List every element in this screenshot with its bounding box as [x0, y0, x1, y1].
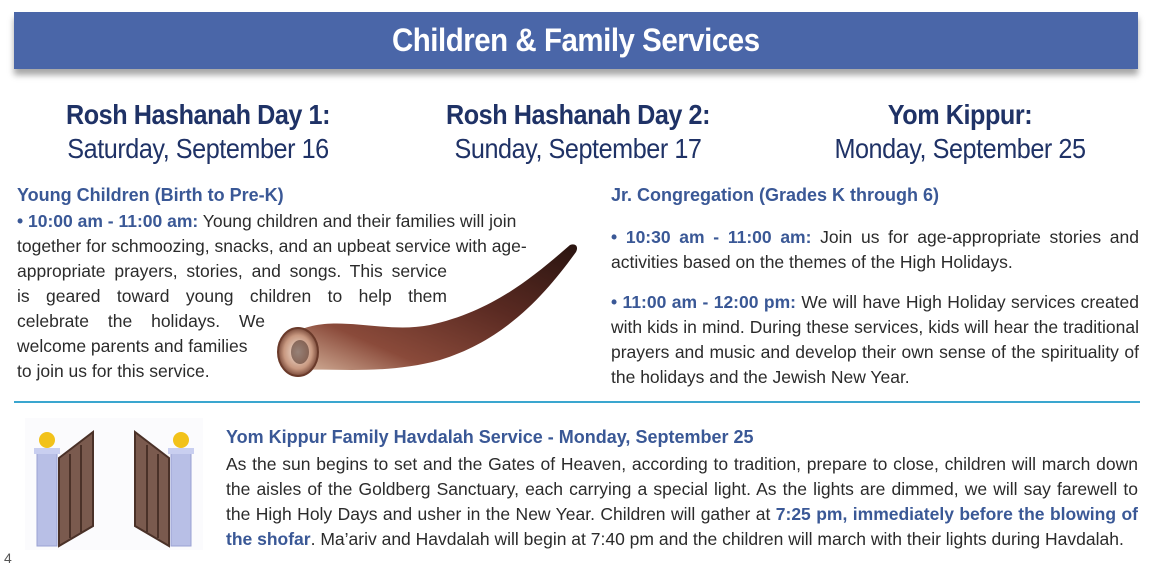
- young-children-line: to join us for this service.: [17, 361, 210, 381]
- havdalah-text-1: As the sun begins to set and the Gates of Heaven, according to tradition, prepare to close, children will march down the aisles of the Goldberg Sanctuary, each carrying a special light. As the lights are dimmed, we will say farewell to the High Holy Days and usher in the New Year. Children will gather at: [226, 454, 1138, 524]
- young-children-line-1: [17, 209, 577, 234]
- havdalah-emphasis: immediately before the blowing of the shofar: [226, 504, 1138, 549]
- young-children-line: welcome parents and families: [17, 336, 248, 356]
- day-name: Yom Kippur:: [887, 99, 1033, 130]
- page-title: Children & Family Services: [392, 22, 760, 58]
- jr-congregation-item-1: [611, 225, 1139, 275]
- shofar-image: [270, 240, 590, 390]
- havdalah-body: [226, 452, 1138, 552]
- jr-congregation-item-2: [611, 290, 1139, 390]
- jr-text-2: We will have High Holiday services created with kids in mind. During these services, kids will hear the traditional prayers and music and develop their own sense of the spirituality of the holidays and the Jewish New Year.: [611, 292, 1140, 387]
- young-children-heading: Young Children (Birth to Pre-K): [17, 185, 284, 205]
- day-rosh-hashanah-2: [407, 98, 749, 166]
- day-name: Rosh Hashanah Day 2:: [445, 99, 711, 130]
- day-yom-kippur: [789, 98, 1131, 166]
- title-banner: [14, 12, 1138, 69]
- young-children-line: appropriate prayers, stories, and songs. This service: [17, 261, 447, 281]
- young-children-line: is geared toward young children to help them: [17, 286, 447, 306]
- havdalah-time: 7:25 pm: [775, 504, 843, 524]
- young-children-line: celebrate the holidays. We: [17, 311, 265, 331]
- day-date: Sunday, September 17: [454, 133, 702, 164]
- day-rosh-hashanah-1: [27, 98, 369, 166]
- day-name: Rosh Hashanah Day 1:: [65, 99, 331, 130]
- young-children-time: • 10:00 am - 11:00 am:: [17, 211, 199, 231]
- section-divider: [14, 401, 1140, 403]
- havdalah-separator: ,: [842, 504, 853, 524]
- jr-time-1: • 10:30 am - 11:00 am:: [611, 227, 812, 247]
- gates-image: [25, 418, 203, 550]
- day-date: Monday, September 25: [834, 133, 1086, 164]
- jr-text-1: Join us for age-appropriate stories and activities based on the themes of the High Holidays.: [611, 227, 1139, 272]
- jr-congregation-heading: Jr. Congregation (Grades K through 6): [611, 185, 940, 205]
- havdalah-text-2: . Ma’ariv and Havdalah will begin at 7:40 pm and the children will march with their lights during Havdalah.: [310, 529, 1124, 549]
- day-date: Saturday, September 16: [67, 133, 329, 164]
- havdalah-heading: Yom Kippur Family Havdalah Service - Monday, September 25: [226, 427, 754, 447]
- young-children-text: Young children and their families will join: [198, 211, 517, 231]
- page-number: 4: [4, 550, 12, 566]
- young-children-line-2: together for schmoozing, snacks, and an upbeat service with age-: [17, 236, 527, 256]
- jr-time-2: • 11:00 am - 12:00 pm:: [611, 292, 796, 312]
